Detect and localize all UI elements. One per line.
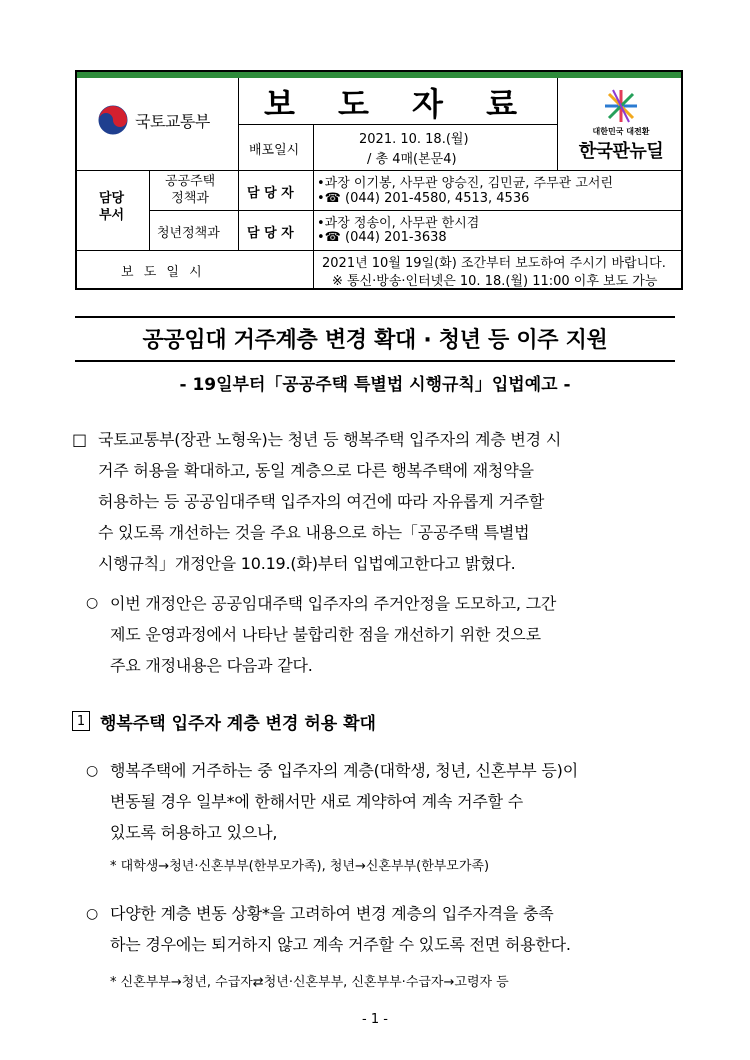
circle-bullet-2: ○ [86,763,99,779]
paragraph-2 [110,588,556,681]
release-line-1: 2021년 10월 19일(화) 조간부터 보도하여 주시기 바랍니다. [322,256,666,271]
para-a-line-3: 있도록 허용하고 있으나, [110,823,278,842]
intro-line-4: 수 있도록 개선하는 것을 주요 내용으로 하는「공공주택 특별법 [98,523,530,542]
para-b-line-2: 하는 경우에는 퇴거하지 않고 계속 거주할 수 있도록 전면 허용한다. [110,935,571,954]
intro-line-3: 허용하는 등 공공임대주택 입주자의 여건에 따라 자유롭게 거주할 [98,492,545,511]
dept-label: 담당 부서 [99,191,125,223]
dept2-phone: •☎ (044) 201-3638 [317,230,447,245]
subheadline: - 19일부터「공공주택 특별법 시행규칙」입법예고 - [179,375,571,395]
dept1-contact-label: 담 당 자 [247,186,294,201]
taegeuk-emblem-icon [97,104,129,136]
section-number: 1 [72,711,90,731]
dept1-name: 공공주택 정책과 [165,174,216,206]
para-a-line-2: 변동될 경우 일부*에 한해서만 새로 계약하여 계속 거주할 수 [110,792,524,811]
dept2-name: 청년정책과 [157,226,220,241]
headline-bottom-rule [75,360,675,362]
intro-line-2: 거주 허용을 확대하고, 동일 계층으로 다른 행복주택에 재청약을 [98,461,534,480]
para-a-line-1: 행복주택에 거주하는 중 입주자의 계층(대학생, 청년, 신혼부부 등)이 [110,761,578,780]
distribution-date: 2021. 10. 18.(월) [359,132,469,147]
korean-new-deal-logo [559,80,683,170]
dept2-contact-label: 담 당 자 [247,226,294,241]
para2-line-3: 주요 개정내용은 다음과 같다. [110,656,313,675]
para-b-line-1: 다양한 계층 변동 상황*을 고려하여 변경 계층의 입주자격을 충족 [110,904,554,923]
section1-paragraph-a [110,755,578,848]
dept2-staff: •과장 정송이, 사무관 한시겸 [317,216,480,231]
intro-paragraph [98,424,561,579]
brand-name: 한국판뉴딜 [578,140,664,162]
section-title: 행복주택 입주자 계층 변경 허용 확대 [100,714,376,734]
dept1-phone: •☎ (044) 201-4580, 4513, 4536 [317,191,530,206]
note-b: * 신혼부부→청년, 수급자⇄청년·신혼부부, 신혼부부·수급자→고령자 등 [110,975,509,990]
ministry-logo [97,104,210,136]
press-release-header [75,70,683,290]
para2-line-2: 제도 운영과정에서 나타난 불합리한 점을 개선하기 위한 것으로 [110,625,541,644]
ministry-name: 국토교통부 [135,111,210,131]
intro-line-5: 시행규칙」개정안을 10.19.(화)부터 입법예고한다고 밝혔다. [98,554,516,573]
new-deal-star-icon [603,88,639,124]
square-bullet: □ [72,430,88,449]
para2-line-1: 이번 개정안은 공공임대주택 입주자의 주거안정을 도모하고, 그간 [110,594,557,613]
release-line-2: ※ 통신·방송·인터넷은 10. 18.(월) 11:00 이후 보도 가능 [332,274,658,289]
page-count: / 총 4매(본문4) [367,152,457,167]
release-label: 보 도 일 시 [121,265,205,280]
distribution-label: 배포일시 [249,143,300,158]
headline-top-rule [75,316,675,318]
intro-line-1: 국토교통부(장관 노형욱)는 청년 등 행복주택 입주자의 계층 변경 시 [98,430,562,449]
page-number: - 1 - [362,1012,388,1027]
document-title: 보 도 자 료 [263,84,534,123]
dept1-staff: •과장 이기봉, 사무관 양승진, 김민균, 주무관 고서린 [317,176,614,191]
circle-bullet-3: ○ [86,906,99,922]
brand-tagline: 대한민국 대전환 [592,126,650,136]
section1-paragraph-b [110,898,571,960]
note-a: * 대학생→청년·신혼부부(한부모가족), 청년→신혼부부(한부모가족) [110,859,490,874]
headline: 공공임대 거주계층 변경 확대 · 청년 등 이주 지원 [142,328,608,353]
circle-bullet-1: ○ [86,595,99,611]
